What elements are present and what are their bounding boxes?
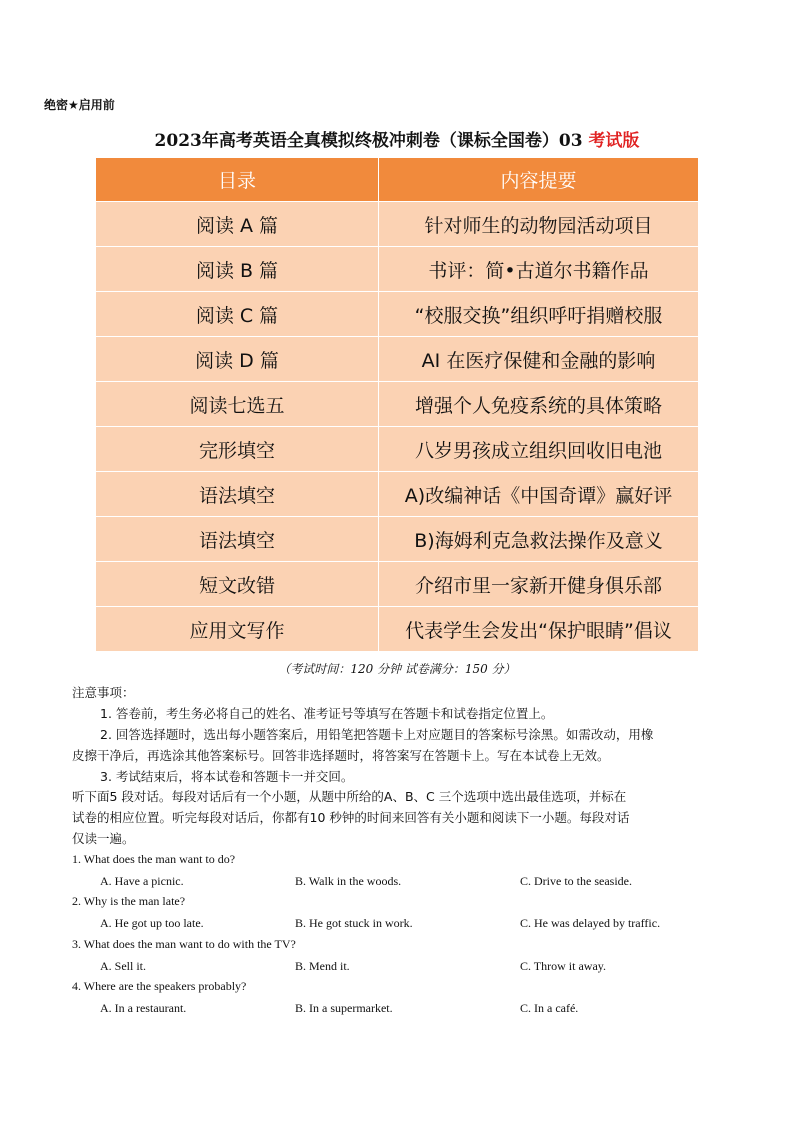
section-cell: 应用文写作 bbox=[96, 607, 379, 652]
section-cell: 阅读 C 篇 bbox=[96, 292, 379, 337]
section-cell: 阅读 B 篇 bbox=[96, 247, 379, 292]
section-cell: 语法填空 bbox=[96, 472, 379, 517]
question-stem: 1. What does the man want to do? bbox=[72, 852, 236, 866]
question-stem: 4. Where are the speakers probably? bbox=[72, 979, 247, 993]
title-main: 2023年高考英语全真模拟终极冲刺卷（课标全国卷）03 bbox=[154, 131, 589, 151]
section-cell: 阅读 D 篇 bbox=[96, 337, 379, 382]
option-c: C. He was delayed by traffic. bbox=[520, 916, 661, 930]
table-header-row bbox=[96, 158, 699, 202]
secret-label: 绝密★启用前 bbox=[44, 98, 115, 112]
notice-item-2-cont: 皮擦干净后，再选涂其他答案标号。回答非选择题时，将答案写在答题卡上。写在本试卷上无效。 bbox=[72, 748, 610, 763]
table-row bbox=[96, 247, 699, 292]
title-version: 考试版 bbox=[588, 131, 640, 151]
table-row bbox=[96, 517, 699, 562]
instruction-line: 听下面5 段对话。每段对话后有一个小题，从题中所给的A、B、C 三个选项中选出最佳选项，并标在 bbox=[72, 789, 627, 804]
summary-cell: 书评：简•古道尔书籍作品 bbox=[379, 247, 699, 292]
section-cell: 语法填空 bbox=[96, 517, 379, 562]
contents-table bbox=[95, 157, 699, 652]
table-row bbox=[96, 472, 699, 517]
option-c: C. Drive to the seaside. bbox=[520, 874, 632, 888]
col-header-summary: 内容提要 bbox=[379, 158, 699, 202]
section-cell: 阅读 A 篇 bbox=[96, 202, 379, 247]
col-header-contents: 目录 bbox=[96, 158, 379, 202]
summary-cell: 针对师生的动物园活动项目 bbox=[379, 202, 699, 247]
summary-cell: B)海姆利克急救法操作及意义 bbox=[379, 517, 699, 562]
notice-section bbox=[72, 682, 732, 787]
option-b: B. He got stuck in work. bbox=[295, 916, 413, 930]
summary-cell: 介绍市里一家新开健身俱乐部 bbox=[379, 562, 699, 607]
section-cell: 完形填空 bbox=[96, 427, 379, 472]
table-row bbox=[96, 607, 699, 652]
question-stem: 3. What does the man want to do with the TV? bbox=[72, 937, 296, 951]
page-title bbox=[0, 126, 794, 151]
option-a: A. Have a picnic. bbox=[100, 874, 184, 888]
question-stem: 2. Why is the man late? bbox=[72, 894, 186, 908]
option-b: B. Mend it. bbox=[295, 959, 350, 973]
table-row bbox=[96, 562, 699, 607]
summary-cell: A)改编神话《中国奇谭》赢好评 bbox=[379, 472, 699, 517]
summary-cell: “校服交换”组织呼吁捐赠校服 bbox=[379, 292, 699, 337]
table-row bbox=[96, 292, 699, 337]
notice-item-1: 1. 答卷前，考生务必将自己的姓名、准考证号等填写在答题卡和试卷指定位置上。 bbox=[100, 706, 554, 721]
option-b: B. In a supermarket. bbox=[295, 1001, 393, 1015]
summary-cell: AI 在医疗保健和金融的影响 bbox=[379, 337, 699, 382]
option-c: C. In a café. bbox=[520, 1001, 579, 1015]
table-row bbox=[96, 202, 699, 247]
exam-info: （考试时间：120 分钟 试卷满分：150 分） bbox=[278, 662, 516, 676]
table-row bbox=[96, 337, 699, 382]
instruction-line: 试卷的相应位置。听完每段对话后，你都有10 秒钟的时间来回答有关小题和阅读下一小题。每段对话 bbox=[72, 810, 630, 825]
option-c: C. Throw it away. bbox=[520, 959, 606, 973]
option-a: A. He got up too late. bbox=[100, 916, 204, 930]
section-cell: 短文改错 bbox=[96, 562, 379, 607]
summary-cell: 代表学生会发出“保护眼睛”倡议 bbox=[379, 607, 699, 652]
notice-heading: 注意事项： bbox=[72, 685, 135, 700]
option-a: A. In a restaurant. bbox=[100, 1001, 187, 1015]
table-row bbox=[96, 382, 699, 427]
summary-cell: 八岁男孩成立组织回收旧电池 bbox=[379, 427, 699, 472]
instruction-line: 仅读一遍。 bbox=[72, 831, 135, 846]
option-a: A. Sell it. bbox=[100, 959, 147, 973]
notice-item-2: 2. 回答选择题时，选出每小题答案后，用铅笔把答题卡上对应题目的答案标号涂黑。如需改动，用橡 bbox=[100, 727, 654, 742]
section-cell: 阅读七选五 bbox=[96, 382, 379, 427]
notice-item-3: 3. 考试结束后，将本试卷和答题卡一并交回。 bbox=[100, 769, 354, 784]
listening-instructions bbox=[72, 786, 732, 849]
table-row bbox=[96, 427, 699, 472]
option-b: B. Walk in the woods. bbox=[295, 874, 402, 888]
summary-cell: 增强个人免疫系统的具体策略 bbox=[379, 382, 699, 427]
